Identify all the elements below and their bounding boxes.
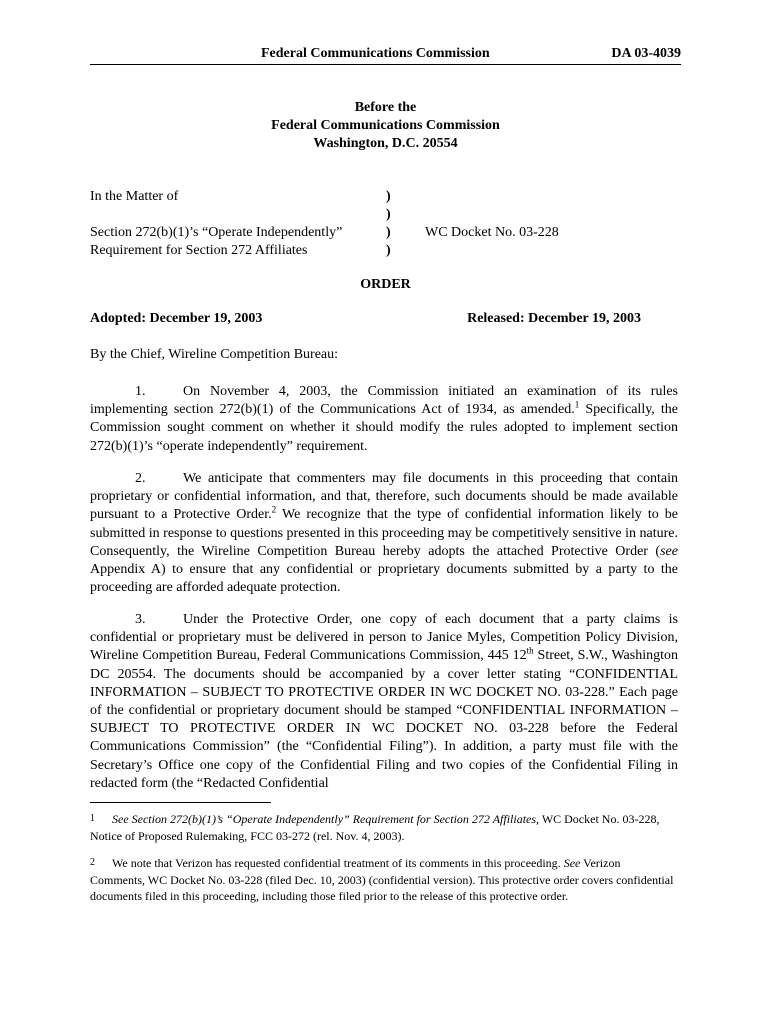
caption-parens	[386, 188, 391, 260]
footnote-ref: 1	[574, 399, 580, 410]
see-italic: see	[660, 543, 678, 559]
footnote-ref: 2	[271, 504, 277, 515]
dates-line	[90, 311, 641, 327]
caption-title-line-1: Section 272(b)(1)’s “Operate Independently”	[90, 225, 343, 240]
footnote-text: Verizon Comments, WC Docket No. 03-228 (filed Dec. 10, 2003) (confidential version). This protective order covers confidential documents filed in this proceeding, including those filed prior to the release of this protective order.	[90, 856, 674, 903]
order-title: ORDER	[360, 277, 411, 292]
paren: )	[386, 225, 391, 240]
see-italic: See	[563, 856, 581, 870]
header-docket-id: DA 03-4039	[611, 46, 681, 61]
paragraph-2	[90, 470, 678, 597]
paren: )	[386, 207, 391, 222]
footnote-citation: See Section 272(b)(1)’s “Operate Independently” Requirement for Section 272 Affiliates	[112, 812, 537, 826]
before-block	[90, 99, 681, 153]
superscript-th: th	[526, 645, 534, 656]
paragraph-1	[90, 383, 678, 456]
paragraph-text: Under the Protective Order, one copy of each document that a party claims is confidential or proprietary must be delivered in person to Janice Myles, Competition Policy Division, Wireline Competition Bureau, Federal Communications Commission, 445 12	[90, 612, 678, 664]
footnote-number: 1	[90, 813, 95, 824]
paragraph-text: Appendix A) to ensure that any confidential or proprietary documents submitted by a party to the proceeding are afforded adequate protection.	[90, 562, 678, 596]
caption-docket: WC Docket No. 03-228	[425, 225, 559, 240]
adopted-date: Adopted: December 19, 2003	[90, 311, 263, 326]
paragraph-number: 1.	[135, 384, 146, 399]
caption-matter: In the Matter of	[90, 189, 179, 204]
paren: )	[386, 189, 391, 204]
page-header	[90, 46, 681, 65]
paragraph-text: We recognize that the type of confidential information likely to be submitted in response to questions presented in this proceeding may be competitively sensitive in nature. Consequently, the Wireline Competition Bureau hereby adopts the attached Protective Order (	[90, 507, 679, 559]
footnote-text: We note that Verizon has requested confidential treatment of its comments in this proceeding.	[112, 856, 564, 870]
paragraph-3	[90, 611, 678, 793]
paren: )	[386, 243, 391, 258]
before-line-3: Washington, D.C. 20554	[313, 136, 458, 151]
caption-title-line-2: Requirement for Section 272 Affiliates	[90, 243, 308, 258]
footnote-number: 2	[90, 857, 95, 868]
paragraph-text: We anticipate that commenters may file documents in this proceeding that contain proprietary or confidential information, and that, therefore, such documents should be made available pursuant to a Protective Order.	[90, 471, 678, 523]
byline: By the Chief, Wireline Competition Bureau:	[90, 347, 339, 362]
before-line-1: Before the	[354, 100, 417, 115]
before-line-2: Federal Communications Commission	[271, 118, 500, 133]
released-date: Released: December 19, 2003	[467, 311, 641, 326]
header-agency: Federal Communications Commission	[261, 46, 490, 61]
footnote-text: , WC Docket No. 03-228, Notice of Proposed Rulemaking, FCC 03-272 (rel. Nov. 4, 2003).	[90, 812, 660, 843]
footnote-1	[90, 811, 678, 844]
paragraph-number: 3.	[135, 612, 146, 627]
paragraph-text: Specifically, the Commission sought comment on whether it should modify the rules adopted to implement section 272(b)(1)’s “operate independently” requirement.	[90, 402, 678, 454]
paragraph-number: 2.	[135, 471, 146, 486]
footnote-2	[90, 855, 678, 905]
case-caption	[90, 188, 342, 260]
paragraph-text: On November 4, 2003, the Commission initiated an examination of its rules implementing section 272(b)(1) of the Communications Act of 1934, as amended.	[90, 384, 678, 418]
footnote-divider	[90, 802, 271, 803]
paragraph-text: Street, S.W., Washington DC 20554. The documents should be accompanied by a cover letter stating “CONFIDENTIAL INFORMATION – SUBJECT TO PROTECTIVE ORDER IN WC DOCKET NO. 03-228.” Each page of the confidential or proprietary document should be stamped “CONFIDENTIAL INFORMATION – SUBJECT TO PROTECTIVE ORDER IN WC DOCKET NO. 03-228 before the Federal Communications Commission” (the “Confidential Filing”). In addition, a party must file with the Secretary’s Office one copy of the Confidential Filing and two copies of the Confidential Filing in redacted form (the “Redacted Confidential	[90, 648, 678, 791]
